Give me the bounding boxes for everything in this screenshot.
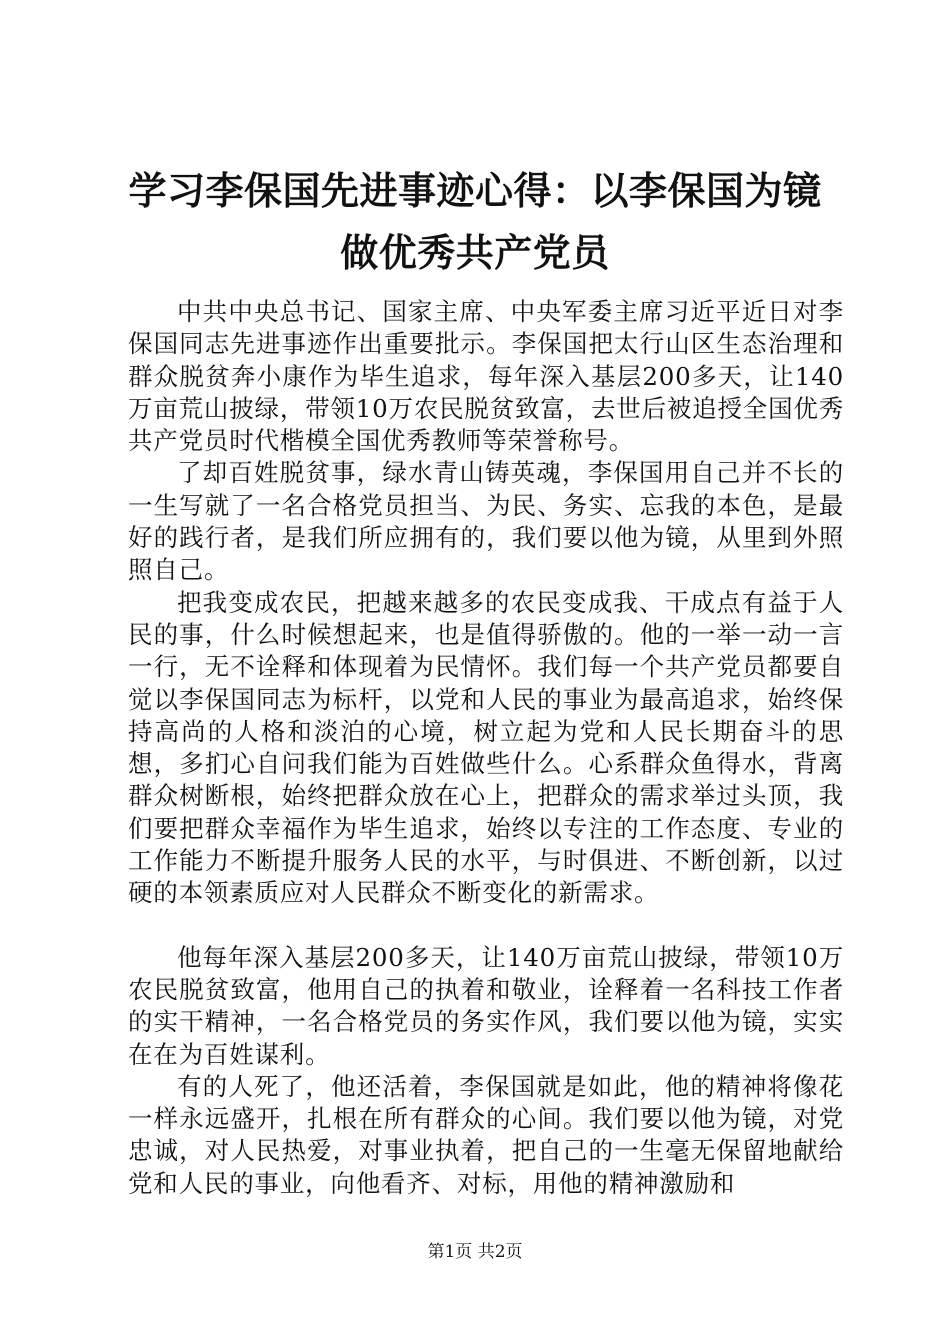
paragraph-5: 有的人死了，他还活着，李保国就是如此，他的精神将像花一样永远盛开，扎根在所有群众的心间。我们要以他为镜，对党忠诚，对人民热爱，对事业执着，把自己的一生毫无保留地献给党和人民的事业，向他看齐、对标，用他的精神激励和: [128, 1071, 844, 1198]
paragraph-3: 把我变成农民，把越来越多的农民变成我、干成点有益于人民的事，什么时候想起来，也是值得骄傲的。他的一举一动一言一行，无不诠释和体现着为民情怀。我们每一个共产党员都要自觉以李保国同志为标杆，以党和人民的事业为最高追求，始终保持高尚的人格和淡泊的心境，树立起为党和人民长期奋斗的思想，多扪心自问我们能为百姓做些什么。心系群众鱼得水，背离群众树断根，始终把群众放在心上，把群众的需求举过头顶，我们要把群众幸福作为毕生追求，始终以专注的工作态度、专业的工作能力不断提升服务人民的水平，与时俱进、不断创新，以过硬的本领素质应对人民群众不断变化的新需求。: [128, 587, 844, 908]
document-body: [128, 296, 844, 1200]
paragraph-spacer: [128, 910, 844, 942]
paragraph-4: 他每年深入基层200多天，让140万亩荒山披绿，带领10万农民脱贫致富，他用自己的执着和敬业，诠释着一名科技工作者的实干精神，一名合格党员的务实作风，我们要以他为镜，实实在在为百姓谋利。: [128, 942, 844, 1069]
paragraph-1: 中共中央总书记、国家主席、中央军委主席习近平近日对李保国同志先进事迹作出重要批示。李保国把太行山区生态治理和群众脱贫奔小康作为毕生追求，每年深入基层200多天，让140万亩荒山披绿，带领10万农民脱贫致富，去世后被追授全国优秀共产党员时代楷模全国优秀教师等荣誉称号。: [128, 297, 844, 456]
paragraph-2: 了却百姓脱贫事，绿水青山铸英魂，李保国用自己并不长的一生写就了一名合格党员担当、为民、务实、忘我的本色，是最好的践行者，是我们所应拥有的，我们要以他为镜，从里到外照照自己。: [128, 458, 844, 585]
document-title: 学习李保国先进事迹心得：以李保国为镜做优秀共产党员: [128, 168, 822, 275]
page-footer: 第1页 共2页: [427, 1242, 523, 1262]
